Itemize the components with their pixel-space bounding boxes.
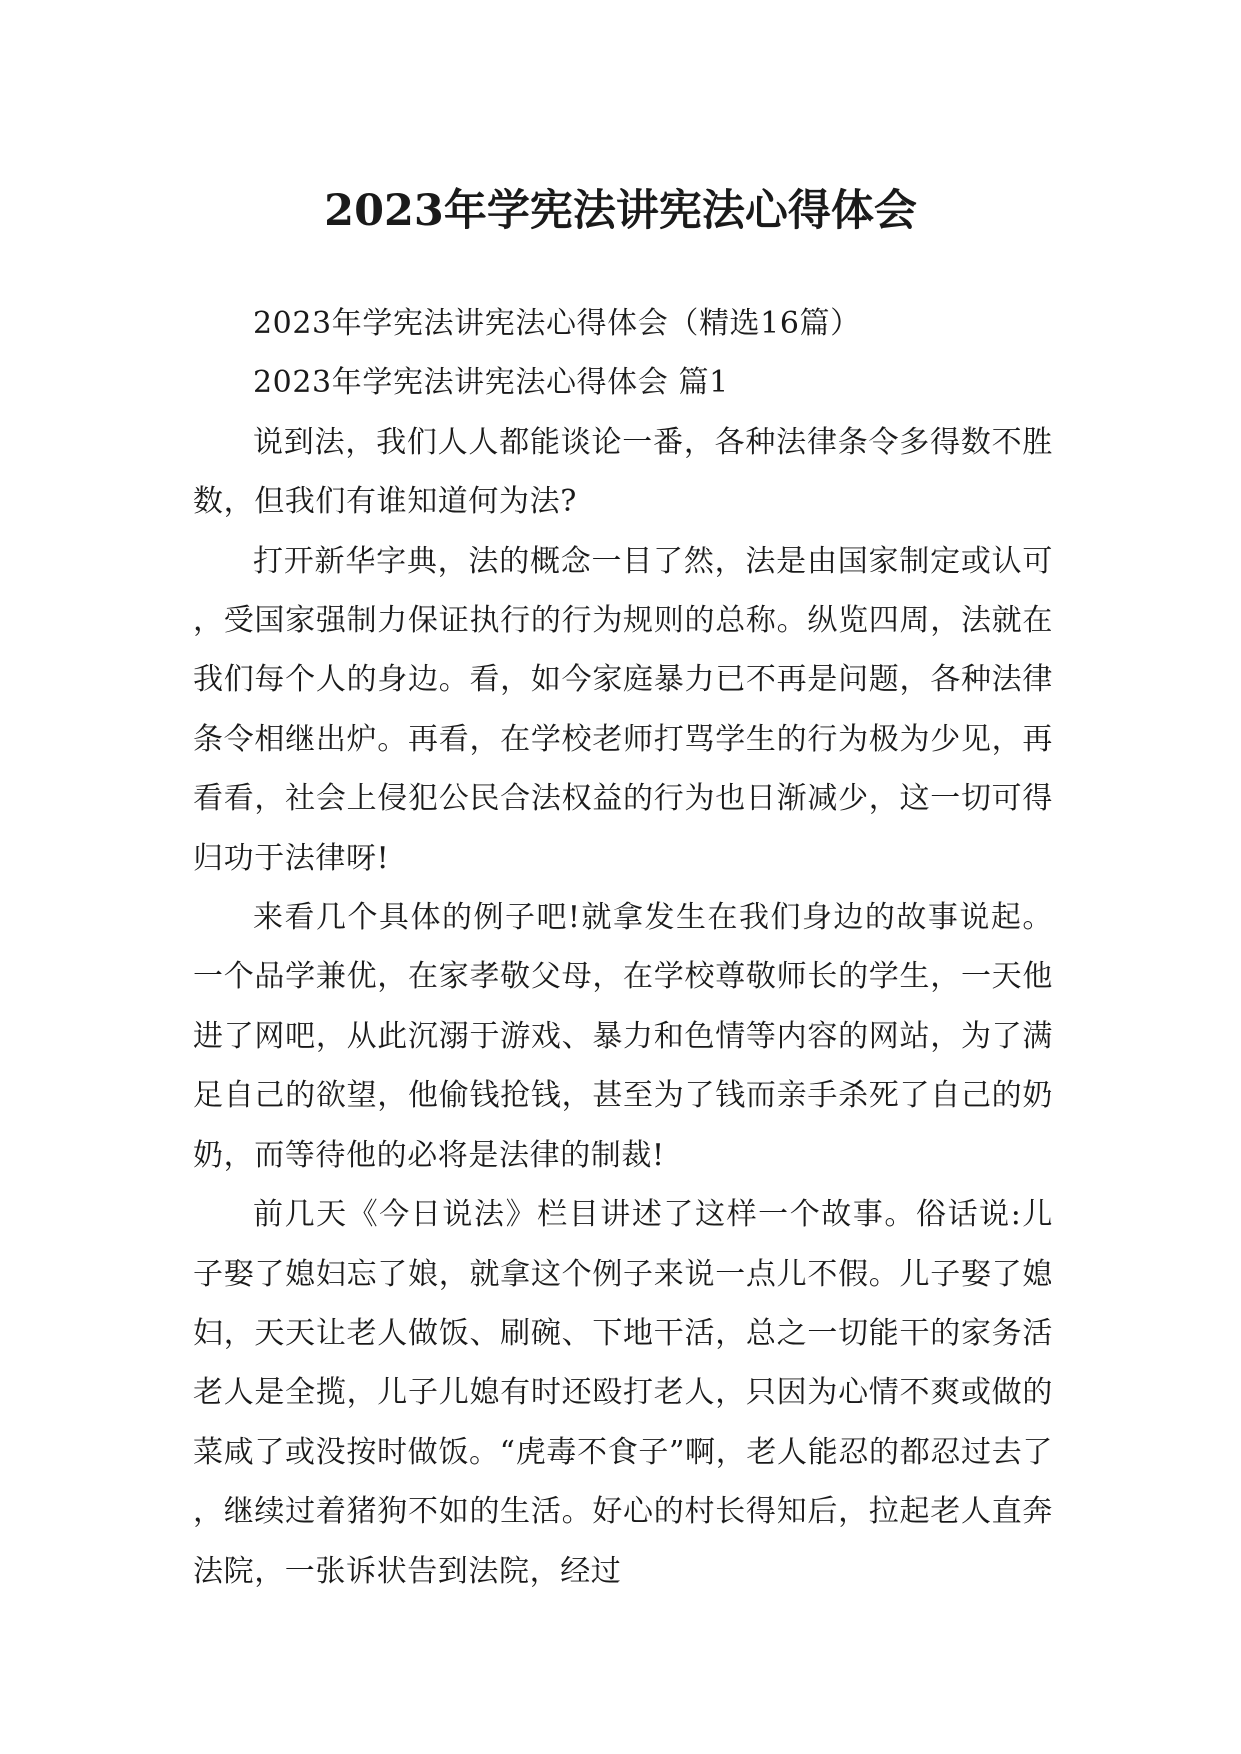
document-title: 2023年学宪法讲宪法心得体会 [324,185,917,236]
body-paragraph: 前几天《今日说法》栏目讲述了这样一个故事。俗话说:儿子娶了媳妇忘了娘，就拿这个例子来说一点儿不假。儿子娶了媳妇，天天让老人做饭、刷碗、下地干活，总之一切能干的家务活老人是全揽，儿子儿媳有时还殴打老人，只因为心情不爽或做的菜咸了或没按时做饭。“虎毒不食子”啊，老人能忍的都忍过去了，继续过着猪狗不如的生活。好心的村长得知后，拉起老人直奔法院，一张诉状告到法院，经过 [193,1197,1053,1589]
section-heading: 2023年学宪法讲宪法心得体会 篇1 [253,365,729,401]
body-paragraph: 来看几个具体的例子吧!就拿发生在我们身边的故事说起。一个品学兼优，在家孝敬父母，在学校尊敬师长的学生，一天他进了网吧，从此沉溺于游戏、暴力和色情等内容的网站，为了满足自己的欲望，他偷钱抢钱，甚至为了钱而亲手杀死了自己的奶奶，而等待他的必将是法律的制裁! [193,900,1053,1173]
subtitle-paragraph: 2023年学宪法讲宪法心得体会（精选16篇） [253,306,861,341]
body-paragraph: 说到法，我们人人都能谈论一番，各种法律条令多得数不胜数，但我们有谁知道何为法? [193,424,1053,520]
document-body [193,294,1053,1601]
body-paragraph: 打开新华字典，法的概念一目了然，法是由国家制定或认可，受国家强制力保证执行的行为规则的总称。纵览四周，法就在我们每个人的身边。看，如今家庭暴力已不再是问题，各种法律条令相继出炉。再看，在学校老师打骂学生的行为极为少见，再看看，社会上侵犯公民合法权益的行为也日渐减少，这一切可得归功于法律呀! [193,543,1053,876]
